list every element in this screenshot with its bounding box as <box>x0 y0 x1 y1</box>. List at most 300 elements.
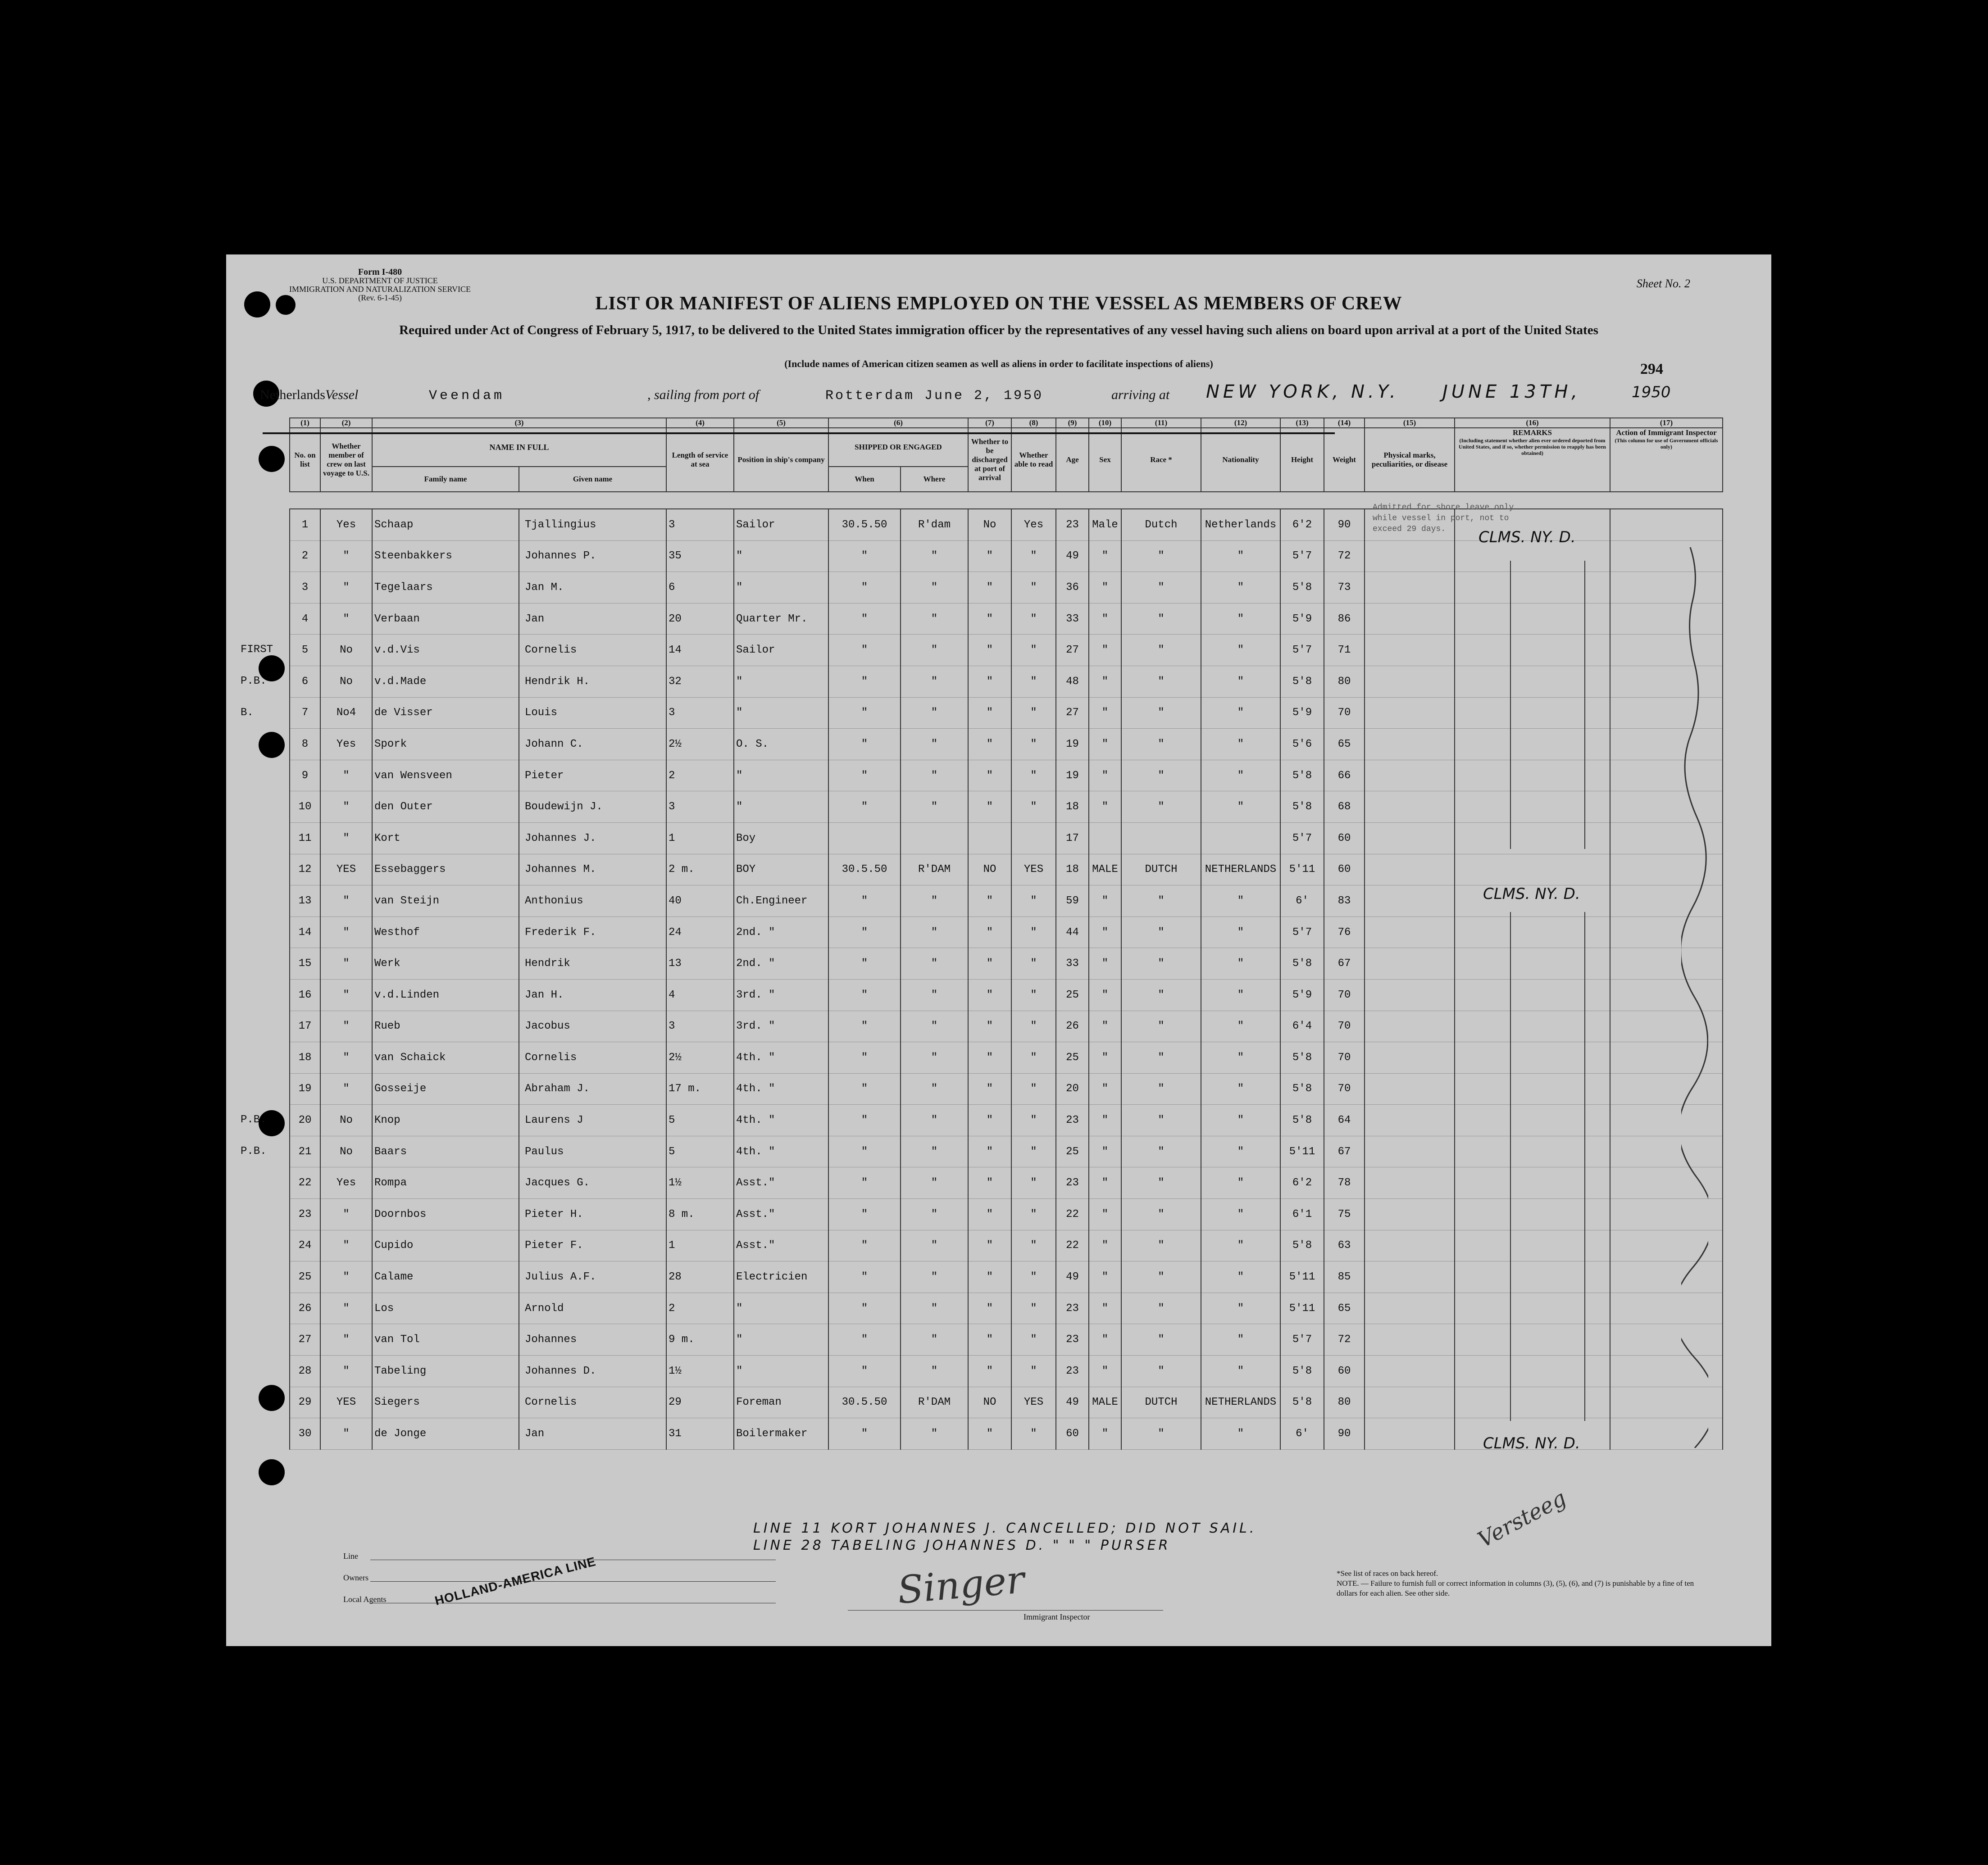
service-length: 8 m. <box>666 1199 734 1230</box>
arrival-date: JUNE 13TH, <box>1442 381 1581 402</box>
row-number: 15 <box>290 948 320 980</box>
shipped-where: " <box>901 729 968 760</box>
shipped-where: " <box>901 572 968 604</box>
crew-member: No4 <box>320 697 372 729</box>
family-name: Knop <box>372 1105 519 1136</box>
race: " <box>1121 1011 1201 1042</box>
nationality: " <box>1201 729 1280 760</box>
arriving-field <box>1111 387 1169 403</box>
row-number: 25 <box>290 1261 320 1293</box>
position: " <box>734 791 828 823</box>
header-shipped: SHIPPED OR ENGAGED <box>828 428 968 467</box>
given-name: Tjallingius <box>519 509 666 540</box>
sex: Male <box>1089 509 1121 540</box>
race: " <box>1121 1042 1201 1074</box>
can-read: " <box>1011 1418 1056 1450</box>
discharged: " <box>968 1042 1011 1074</box>
family-name: van Steijn <box>372 885 519 917</box>
race: " <box>1121 603 1201 635</box>
race: " <box>1121 885 1201 917</box>
crew-member: No <box>320 1136 372 1167</box>
shipped-where: " <box>901 603 968 635</box>
discharged: " <box>968 917 1011 948</box>
weight: 67 <box>1324 1136 1365 1167</box>
crew-member: " <box>320 791 372 823</box>
remarks-cell <box>1455 603 1610 635</box>
position: 3rd. " <box>734 1011 828 1042</box>
discharged: " <box>968 697 1011 729</box>
family-name: Kort <box>372 822 519 854</box>
height: 5'6 <box>1280 729 1324 760</box>
shipped-when: " <box>828 697 901 729</box>
race: " <box>1121 540 1201 572</box>
can-read: " <box>1011 1230 1056 1261</box>
race: " <box>1121 791 1201 823</box>
weight: 72 <box>1324 540 1365 572</box>
line-label: Line <box>343 1552 358 1561</box>
race: DUTCH <box>1121 1387 1201 1418</box>
sex: " <box>1089 1105 1121 1136</box>
inspector-label: Immigrant Inspector <box>1024 1612 1090 1621</box>
given-name: Arnold <box>519 1293 666 1324</box>
family-name: Rueb <box>372 1011 519 1042</box>
row-number: 28 <box>290 1356 320 1387</box>
can-read: " <box>1011 1324 1056 1356</box>
age: 23 <box>1056 1167 1089 1199</box>
age: 27 <box>1056 697 1089 729</box>
service-length: 2 m. <box>666 854 734 885</box>
crew-member: " <box>320 979 372 1011</box>
remarks-cell <box>1455 854 1610 885</box>
physical-cell <box>1365 697 1455 729</box>
shipped-where: " <box>901 885 968 917</box>
physical-cell <box>1365 979 1455 1011</box>
weight: 78 <box>1324 1167 1365 1199</box>
crew-member: Yes <box>320 1167 372 1199</box>
given-name: Jan M. <box>519 572 666 604</box>
row-number: 10 <box>290 791 320 823</box>
column-numbers <box>290 418 1723 428</box>
height: 5'7 <box>1280 1324 1324 1356</box>
physical-cell <box>1365 822 1455 854</box>
can-read: " <box>1011 572 1056 604</box>
clms-note: CLMS. NY. D. <box>1478 528 1576 546</box>
can-read: " <box>1011 540 1056 572</box>
remarks-cell <box>1455 1167 1610 1199</box>
nationality: " <box>1201 603 1280 635</box>
table-row <box>290 854 1723 885</box>
races-note: *See list of races on back hereof. <box>1337 1569 1438 1578</box>
can-read: " <box>1011 948 1056 980</box>
can-read: " <box>1011 729 1056 760</box>
position: Asst." <box>734 1199 828 1230</box>
sex: " <box>1089 1136 1121 1167</box>
table-row <box>290 917 1723 948</box>
service-length: 3 <box>666 697 734 729</box>
crew-member: " <box>320 1261 372 1293</box>
age: 18 <box>1056 854 1089 885</box>
sex: " <box>1089 1042 1121 1074</box>
shipped-when: " <box>828 1418 901 1450</box>
discharged: " <box>968 885 1011 917</box>
family-name: Los <box>372 1293 519 1324</box>
table-row <box>290 729 1723 760</box>
discharged: " <box>968 979 1011 1011</box>
vessel-name-field <box>429 387 505 404</box>
service-length: 5 <box>666 1136 734 1167</box>
physical-cell <box>1365 760 1455 791</box>
manifest-sheet <box>226 254 1771 1646</box>
crew-member: YES <box>320 854 372 885</box>
shipped-where: " <box>901 1418 968 1450</box>
crew-member: " <box>320 822 372 854</box>
service-length: 31 <box>666 1418 734 1450</box>
shipped-where: " <box>901 1230 968 1261</box>
sex: " <box>1089 948 1121 980</box>
sex: " <box>1089 572 1121 604</box>
remarks-cell <box>1455 1136 1610 1167</box>
weight: 75 <box>1324 1199 1365 1230</box>
age: 36 <box>1056 572 1089 604</box>
row-number: 13 <box>290 885 320 917</box>
discharged: " <box>968 572 1011 604</box>
nationality: NETHERLANDS <box>1201 1387 1280 1418</box>
service-length: 5 <box>666 1105 734 1136</box>
discharged: " <box>968 666 1011 697</box>
row-number: 5 FIRST <box>290 635 320 666</box>
service-length: 1 <box>666 822 734 854</box>
nationality: " <box>1201 1011 1280 1042</box>
nationality: " <box>1201 1167 1280 1199</box>
weight: 70 <box>1324 1042 1365 1074</box>
sex: " <box>1089 1356 1121 1387</box>
position: Asst." <box>734 1230 828 1261</box>
service-length: 9 m. <box>666 1324 734 1356</box>
col-num: (9) <box>1056 418 1089 428</box>
physical-cell <box>1365 1136 1455 1167</box>
height: 5'8 <box>1280 1073 1324 1105</box>
discharged: " <box>968 1230 1011 1261</box>
family-name: Baars <box>372 1136 519 1167</box>
height: 5'11 <box>1280 1261 1324 1293</box>
age: 33 <box>1056 948 1089 980</box>
remarks-cell <box>1455 1261 1610 1293</box>
shipped-when: " <box>828 603 901 635</box>
punch-hole <box>259 1459 285 1485</box>
shipped-when: 30.5.50 <box>828 1387 901 1418</box>
table-row <box>290 1387 1723 1418</box>
can-read <box>1011 822 1056 854</box>
weight: 68 <box>1324 791 1365 823</box>
sex: MALE <box>1089 1387 1121 1418</box>
remarks-cell <box>1455 635 1610 666</box>
race: " <box>1121 1073 1201 1105</box>
header-where: Where <box>901 467 968 492</box>
age: 19 <box>1056 760 1089 791</box>
weight: 90 <box>1324 509 1365 540</box>
sailing-label: , sailing from port of <box>647 387 760 402</box>
sex: MALE <box>1089 854 1121 885</box>
sex: " <box>1089 729 1121 760</box>
age: 49 <box>1056 1387 1089 1418</box>
nationality: " <box>1201 1261 1280 1293</box>
shipped-where: " <box>901 1073 968 1105</box>
age: 23 <box>1056 509 1089 540</box>
shipped-where: " <box>901 1011 968 1042</box>
physical-cell <box>1365 1073 1455 1105</box>
can-read: " <box>1011 1136 1056 1167</box>
given-name: Johann C. <box>519 729 666 760</box>
family-name: v.d.Linden <box>372 979 519 1011</box>
nationality: " <box>1201 1418 1280 1450</box>
shipped-where: " <box>901 1199 968 1230</box>
weight: 90 <box>1324 1418 1365 1450</box>
service-length: 3 <box>666 509 734 540</box>
weight: 71 <box>1324 635 1365 666</box>
position: 4th. " <box>734 1105 828 1136</box>
given-name: Hendrik H. <box>519 666 666 697</box>
family-name: Westhof <box>372 917 519 948</box>
weight: 86 <box>1324 603 1365 635</box>
service-length: 32 <box>666 666 734 697</box>
position: " <box>734 666 828 697</box>
position: 4th. " <box>734 1136 828 1167</box>
sex: " <box>1089 1073 1121 1105</box>
remarks-cell <box>1455 760 1610 791</box>
crew-member: Yes <box>320 729 372 760</box>
height: 5'9 <box>1280 979 1324 1011</box>
given-name: Frederik F. <box>519 917 666 948</box>
age: 27 <box>1056 635 1089 666</box>
position: " <box>734 760 828 791</box>
shipped-when: " <box>828 1136 901 1167</box>
footer-notes <box>1337 1569 1715 1598</box>
height: 5'9 <box>1280 603 1324 635</box>
owners-field <box>370 1581 776 1582</box>
row-number: 20 P.B. <box>290 1105 320 1136</box>
inspector-line <box>848 1610 1163 1611</box>
remarks-cell <box>1455 1199 1610 1230</box>
crew-member: Yes <box>320 509 372 540</box>
table-row <box>290 1356 1723 1387</box>
shipped-when: " <box>828 760 901 791</box>
crew-member: " <box>320 917 372 948</box>
weight: 65 <box>1324 1293 1365 1324</box>
col-num: (16) <box>1455 418 1610 428</box>
discharged: " <box>968 791 1011 823</box>
service-length: 1 <box>666 1230 734 1261</box>
header-given: Given name <box>519 467 666 492</box>
position: O. S. <box>734 729 828 760</box>
remarks-cell <box>1455 1324 1610 1356</box>
given-name: Pieter F. <box>519 1230 666 1261</box>
service-length: 13 <box>666 948 734 980</box>
can-read: " <box>1011 760 1056 791</box>
given-name: Jacques G. <box>519 1167 666 1199</box>
age: 49 <box>1056 1261 1089 1293</box>
service-length: 35 <box>666 540 734 572</box>
family-name: Tabeling <box>372 1356 519 1387</box>
table-row <box>290 666 1723 697</box>
age: 17 <box>1056 822 1089 854</box>
height: 5'7 <box>1280 540 1324 572</box>
can-read: " <box>1011 697 1056 729</box>
given-name: Hendrik <box>519 948 666 980</box>
physical-cell <box>1365 1261 1455 1293</box>
row-number: 14 <box>290 917 320 948</box>
shipped-when: " <box>828 1011 901 1042</box>
arrival-port: NEW YORK, N.Y. <box>1206 381 1399 402</box>
table-row <box>290 572 1723 604</box>
given-name: Johannes J. <box>519 822 666 854</box>
row-number: 23 <box>290 1199 320 1230</box>
height: 5'8 <box>1280 760 1324 791</box>
sex: " <box>1089 1230 1121 1261</box>
header-height: Height <box>1280 428 1324 492</box>
remarks-title: REMARKS <box>1513 428 1552 437</box>
crew-member: No <box>320 1105 372 1136</box>
col-num: (6) <box>828 418 968 428</box>
punch-hole <box>259 1385 285 1411</box>
sex <box>1089 822 1121 854</box>
height: 6'1 <box>1280 1199 1324 1230</box>
remarks-cell <box>1455 1230 1610 1261</box>
shipped-when: " <box>828 917 901 948</box>
nationality: " <box>1201 979 1280 1011</box>
position: 4th. " <box>734 1073 828 1105</box>
given-name: Pieter <box>519 760 666 791</box>
can-read: " <box>1011 635 1056 666</box>
age: 60 <box>1056 1418 1089 1450</box>
race: " <box>1121 917 1201 948</box>
header-remarks <box>1455 428 1610 492</box>
height: 5'11 <box>1280 854 1324 885</box>
race: " <box>1121 948 1201 980</box>
crew-member: " <box>320 1042 372 1074</box>
family-name: Werk <box>372 948 519 980</box>
physical-cell <box>1365 729 1455 760</box>
nationality: " <box>1201 1073 1280 1105</box>
table-row <box>290 1261 1723 1293</box>
row-number: 6 P.B. <box>290 666 320 697</box>
row-number: 21 P.B. <box>290 1136 320 1167</box>
given-name: Cornelis <box>519 1042 666 1074</box>
table-row <box>290 1199 1723 1230</box>
row-number: 7 B. <box>290 697 320 729</box>
row-number: 3 <box>290 572 320 604</box>
shipped-when: " <box>828 666 901 697</box>
sheet-number: Sheet No. 2 <box>1636 277 1690 290</box>
weight: 76 <box>1324 917 1365 948</box>
shore-leave-remark: Admitted for shore leave only while vessel in port, not to exceed 29 days. <box>1373 503 1514 534</box>
col-num: (15) <box>1365 418 1455 428</box>
weight: 70 <box>1324 979 1365 1011</box>
discharged: " <box>968 1418 1011 1450</box>
family-name: Tegelaars <box>372 572 519 604</box>
position: 2nd. " <box>734 917 828 948</box>
age: 26 <box>1056 1011 1089 1042</box>
table-row <box>290 635 1723 666</box>
table-row <box>290 822 1723 854</box>
header-race: Race * <box>1121 428 1201 492</box>
weight: 70 <box>1324 697 1365 729</box>
height: 5'8 <box>1280 1356 1324 1387</box>
col-num: (12) <box>1201 418 1280 428</box>
col-num: (3) <box>372 418 666 428</box>
family-name: de Jonge <box>372 1418 519 1450</box>
can-read: YES <box>1011 854 1056 885</box>
discharged: " <box>968 1293 1011 1324</box>
given-name: Paulus <box>519 1136 666 1167</box>
nationality: " <box>1201 666 1280 697</box>
row-number: 12 <box>290 854 320 885</box>
vessel-label: Vessel <box>325 387 359 402</box>
can-read: " <box>1011 885 1056 917</box>
physical-cell <box>1365 666 1455 697</box>
row-number: 9 <box>290 760 320 791</box>
remarks-cell <box>1455 1011 1610 1042</box>
crew-member: " <box>320 1073 372 1105</box>
given-name: Anthonius <box>519 885 666 917</box>
sex: " <box>1089 760 1121 791</box>
sex: " <box>1089 1293 1121 1324</box>
family-name: Spork <box>372 729 519 760</box>
weight: 83 <box>1324 885 1365 917</box>
given-name: Johannes D. <box>519 1356 666 1387</box>
crew-member: " <box>320 1230 372 1261</box>
family-name: van Schaick <box>372 1042 519 1074</box>
race: " <box>1121 697 1201 729</box>
clms-note: CLMS. NY. D. <box>1483 885 1580 903</box>
header-discharged: Whether to be discharged at port of arrival <box>968 428 1011 492</box>
position: 4th. " <box>734 1042 828 1074</box>
race: " <box>1121 635 1201 666</box>
shipped-when: " <box>828 635 901 666</box>
race: " <box>1121 1167 1201 1199</box>
shipped-where: " <box>901 1042 968 1074</box>
race: " <box>1121 760 1201 791</box>
bracket-line <box>1584 912 1585 1421</box>
physical-cell <box>1365 1105 1455 1136</box>
service-length: 6 <box>666 572 734 604</box>
age: 22 <box>1056 1230 1089 1261</box>
position: 3rd. " <box>734 979 828 1011</box>
crew-member: " <box>320 540 372 572</box>
can-read: " <box>1011 666 1056 697</box>
arrival-year: 1950 <box>1632 383 1671 401</box>
table-row <box>290 603 1723 635</box>
row-prefix: FIRST <box>241 644 273 656</box>
given-name: Boudewijn J. <box>519 791 666 823</box>
height: 6'4 <box>1280 1011 1324 1042</box>
family-name: Rompa <box>372 1167 519 1199</box>
race: " <box>1121 1356 1201 1387</box>
crew-member: " <box>320 603 372 635</box>
given-name: Johannes M. <box>519 854 666 885</box>
can-read: " <box>1011 917 1056 948</box>
nationality: " <box>1201 948 1280 980</box>
document-subtitle: Required under Act of Congress of February 5, 1917, to be delivered to the United States immigration officer by the representatives of any vessel having such aliens on board upon arrival at a port of the United States <box>399 323 1598 337</box>
discharged: " <box>968 1324 1011 1356</box>
race: " <box>1121 1105 1201 1136</box>
given-name: Julius A.F. <box>519 1261 666 1293</box>
family-name: v.d.Made <box>372 666 519 697</box>
nationality: Netherlands <box>1201 509 1280 540</box>
crew-member: " <box>320 1293 372 1324</box>
inspector-signature: Singer <box>896 1557 1026 1613</box>
service-length: 3 <box>666 791 734 823</box>
weight: 66 <box>1324 760 1365 791</box>
